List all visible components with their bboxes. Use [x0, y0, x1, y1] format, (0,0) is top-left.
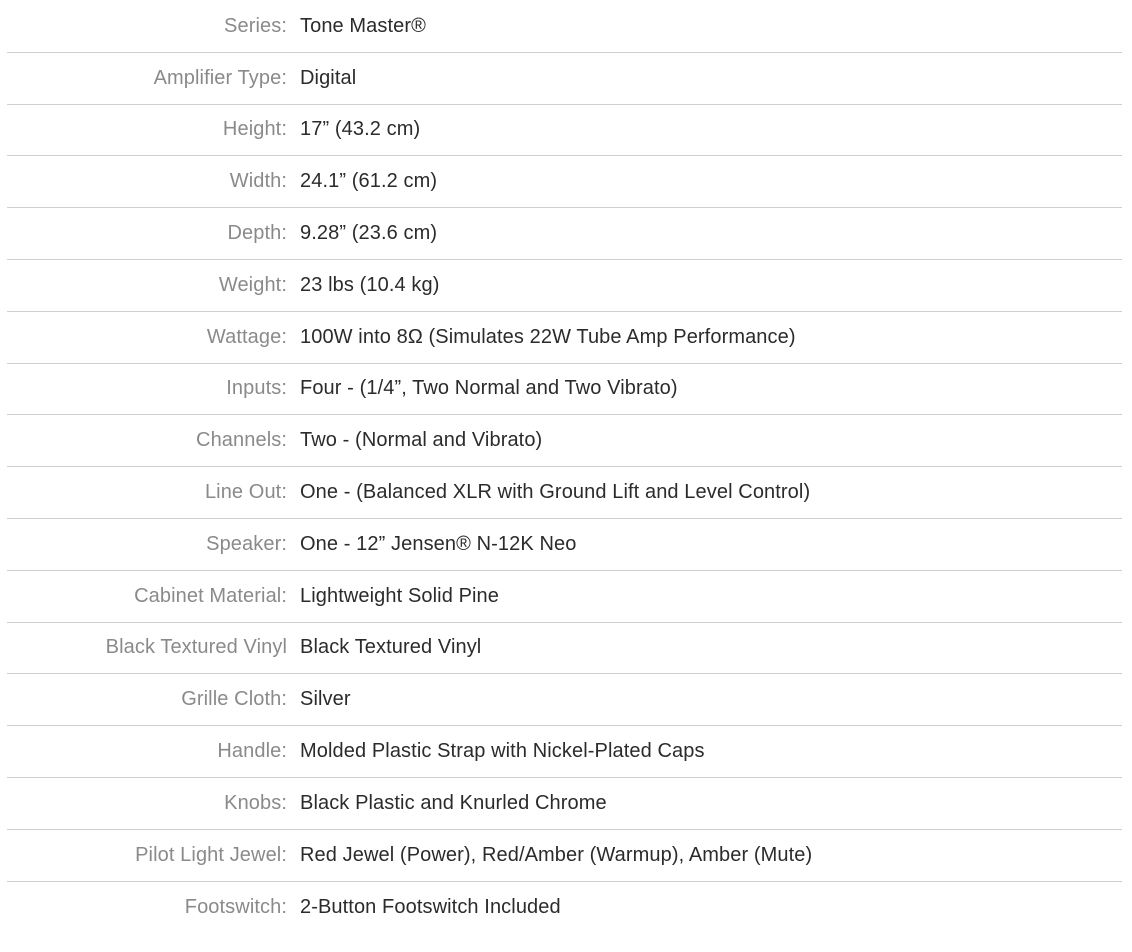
spec-value: Black Plastic and Knurled Chrome — [300, 791, 607, 814]
spec-label: Knobs: — [224, 791, 287, 814]
spec-row-pilot-light-jewel — [7, 830, 1122, 882]
spec-label: Black Textured Vinyl — [105, 636, 287, 659]
spec-row-channels — [7, 415, 1122, 467]
spec-value: One - (Balanced XLR with Ground Lift and Level Control) — [300, 481, 811, 504]
spec-row-covering — [7, 623, 1122, 675]
spec-value: Digital — [300, 66, 357, 89]
spec-label: Series: — [224, 14, 287, 37]
spec-label: Wattage: — [206, 325, 287, 348]
spec-value: Tone Master® — [300, 14, 426, 37]
spec-label: Inputs: — [226, 377, 287, 400]
spec-label: Cabinet Material: — [134, 584, 287, 607]
spec-label: Grille Cloth: — [181, 688, 287, 711]
spec-value: Molded Plastic Strap with Nickel-Plated Caps — [300, 740, 705, 763]
spec-row-series — [7, 1, 1122, 53]
spec-label: Handle: — [217, 740, 287, 763]
spec-value: 17” (43.2 cm) — [300, 118, 421, 141]
spec-label: Footswitch: — [184, 895, 287, 918]
spec-value: Two - (Normal and Vibrato) — [300, 429, 543, 452]
spec-label: Height: — [222, 118, 287, 141]
spec-row-grille-cloth — [7, 674, 1122, 726]
spec-label: Speaker: — [206, 532, 287, 555]
spec-label: Depth: — [227, 222, 287, 245]
spec-value: Lightweight Solid Pine — [300, 584, 499, 607]
spec-label: Amplifier Type: — [153, 66, 287, 89]
spec-value: Red Jewel (Power), Red/Amber (Warmup), Amber (Mute) — [300, 843, 813, 866]
spec-row-height — [7, 105, 1122, 157]
spec-row-weight — [7, 260, 1122, 312]
spec-row-knobs — [7, 778, 1122, 830]
spec-row-cabinet-material — [7, 571, 1122, 623]
spec-row-depth — [7, 208, 1122, 260]
spec-value: 24.1” (61.2 cm) — [300, 170, 438, 193]
spec-value: Black Textured Vinyl — [300, 636, 482, 659]
spec-row-handle — [7, 726, 1122, 778]
spec-value: One - 12” Jensen® N-12K Neo — [300, 532, 577, 555]
spec-row-footswitch — [7, 882, 1122, 934]
spec-label: Pilot Light Jewel: — [135, 843, 287, 866]
spec-label: Channels: — [196, 429, 287, 452]
spec-value: 23 lbs (10.4 kg) — [300, 273, 440, 296]
spec-value: Four - (1/4”, Two Normal and Two Vibrato) — [300, 377, 678, 400]
spec-value: 100W into 8Ω (Simulates 22W Tube Amp Performance) — [300, 325, 796, 348]
spec-value: 2-Button Footswitch Included — [300, 895, 561, 918]
spec-row-speaker — [7, 519, 1122, 571]
spec-row-width — [7, 156, 1122, 208]
spec-value: Silver — [300, 688, 351, 711]
spec-row-line-out — [7, 467, 1122, 519]
spec-value: 9.28” (23.6 cm) — [300, 222, 438, 245]
spec-row-inputs — [7, 364, 1122, 416]
spec-label: Line Out: — [204, 481, 287, 504]
spec-row-amplifier-type — [7, 53, 1122, 105]
spec-table — [7, 1, 1122, 933]
spec-label: Width: — [229, 170, 287, 193]
spec-row-wattage — [7, 312, 1122, 364]
spec-label: Weight: — [218, 273, 287, 296]
